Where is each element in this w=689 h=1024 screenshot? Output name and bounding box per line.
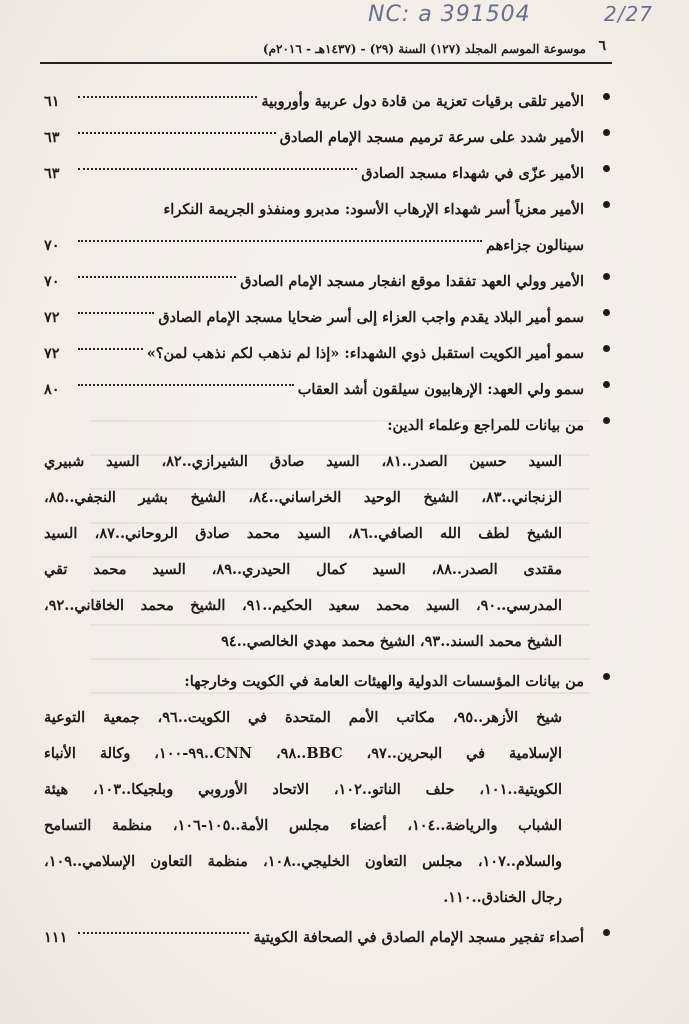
toc-entry-title: الأمير معزياً أسر شهداء الإرهاب الأسود: مدبرو ومنفذو الجريمة النكراء bbox=[163, 201, 584, 218]
toc-entry bbox=[44, 120, 612, 156]
toc-entry-title: الأمير تلقى برقيات تعزية من قادة دول عربية وأوروبية bbox=[261, 93, 584, 110]
toc-line bbox=[44, 120, 584, 156]
toc-entry-page: ٦١ bbox=[44, 93, 60, 110]
toc-entry-page: ٧٠ bbox=[44, 237, 60, 254]
toc-entry-title: الأمير وولي العهد تفقدا موقع انفجار مسجد الإمام الصادق bbox=[240, 273, 584, 290]
toc-line bbox=[44, 372, 584, 408]
toc-entry-title: الأمير عزّى في شهداء مسجد الصادق bbox=[361, 165, 584, 182]
dot-leader bbox=[78, 132, 276, 134]
bullet-icon bbox=[603, 93, 610, 100]
statement-line: الزنجاني..٨٣، الشيخ الوحيد الخراساني..٨٤، الشيخ بشير النجفي..٨٥، bbox=[44, 489, 562, 506]
bullet-icon bbox=[603, 273, 610, 280]
toc-line bbox=[44, 300, 584, 336]
toc-entry-title: سمو ولي العهد: الإرهابيون سيلقون أشد العقاب bbox=[297, 381, 584, 398]
statement-line: السيد حسين الصدر..٨١، السيد صادق الشيرازي..٨٢، السيد شبيري bbox=[44, 453, 562, 470]
toc-entry-title: سمو أمير البلاد يقدم واجب العزاء إلى أسر ضحايا مسجد الإمام الصادق bbox=[158, 309, 584, 326]
bullet-icon bbox=[603, 309, 610, 316]
toc-entry bbox=[44, 336, 612, 372]
toc-entry-title: سمو أمير الكويت استقبل ذوي الشهداء: «إذا لم نذهب لكم نذهب لمن؟» bbox=[146, 345, 584, 362]
toc-entry-title: الأمير شدد على سرعة ترميم مسجد الإمام الصادق bbox=[279, 129, 584, 146]
page-number: ٦ bbox=[598, 38, 606, 54]
dot-leader bbox=[78, 384, 294, 386]
bullet-icon bbox=[603, 201, 610, 208]
toc-entry bbox=[44, 264, 612, 300]
statement-line: رجال الخنادق..١١٠. bbox=[443, 889, 562, 906]
bullet-icon bbox=[603, 165, 610, 172]
dot-leader bbox=[78, 276, 236, 278]
dot-leader bbox=[78, 312, 154, 314]
dot-leader bbox=[78, 96, 257, 98]
handwritten-corner-note: 2/27 bbox=[604, 2, 653, 26]
toc-entries bbox=[44, 84, 612, 408]
toc-entry-title: أصداء تفجير مسجد الإمام الصادق في الصحافة الكويتية bbox=[253, 929, 584, 946]
toc-line bbox=[44, 156, 584, 192]
dot-leader bbox=[78, 932, 249, 934]
toc-entry-page: ١١١ bbox=[44, 929, 68, 946]
toc-entry bbox=[44, 372, 612, 408]
section-heading: من بيانات للمراجع وعلماء الدين: bbox=[387, 417, 584, 434]
bullet-icon bbox=[603, 929, 610, 936]
toc-entry-page: ٦٣ bbox=[44, 129, 60, 146]
toc-line bbox=[44, 264, 584, 300]
toc-entry bbox=[44, 156, 612, 192]
toc-entry-page: ٧٢ bbox=[44, 309, 60, 326]
statement-line: الشيخ محمد السند..٩٣، الشيخ محمد مهدي الخالصي..٩٤ bbox=[221, 633, 562, 650]
dot-leader bbox=[78, 348, 143, 350]
statement-line: مقتدى الصدر..٨٨، السيد كمال الحيدري..٨٩، السيد محمد تقي bbox=[44, 561, 562, 578]
toc-entry-title: سينالون جزاءهم bbox=[485, 237, 584, 254]
section-heading: من بيانات المؤسسات الدولية والهيئات العامة في الكويت وخارجها: bbox=[184, 673, 584, 690]
toc-entry bbox=[44, 84, 612, 120]
dot-leader bbox=[78, 168, 357, 170]
toc-section-clergy bbox=[44, 408, 612, 444]
statement-line: المدرسي..٩٠، السيد محمد سعيد الحكيم..٩١، الشيخ محمد الخاقاني..٩٢، bbox=[44, 597, 562, 614]
toc-entry bbox=[44, 300, 612, 336]
dot-leader bbox=[78, 240, 482, 242]
toc-entry-page: ٦٣ bbox=[44, 165, 60, 182]
statement-line: الإسلامية في البحرين..٩٧، BBC..٩٨، CNN..٩٩-١٠٠، وكالة الأنباء bbox=[44, 745, 562, 762]
toc-entry-page: ٨٠ bbox=[44, 381, 60, 398]
statement-line: الشيخ لطف الله الصافي..٨٦، السيد محمد صادق الروحاني..٨٧، السيد bbox=[44, 525, 562, 542]
header-rule bbox=[40, 62, 612, 64]
statement-line: الكويتية..١٠١، حلف الناتو..١٠٢، الاتحاد الأوروبي وبلجيكا..١٠٣، هيئة bbox=[44, 781, 562, 798]
bullet-icon bbox=[603, 381, 610, 388]
toc-entry bbox=[44, 192, 612, 264]
statement-line: والسلام..١٠٧، مجلس التعاون الخليجي..١٠٨، منظمة التعاون الإسلامي..١٠٩، bbox=[44, 853, 562, 870]
clergy-statements-list bbox=[44, 444, 612, 660]
toc-line bbox=[44, 228, 584, 264]
toc-entry-page: ٧٢ bbox=[44, 345, 60, 362]
toc-entry-final bbox=[44, 920, 612, 956]
statement-line: الشباب والرياضة..١٠٤، أعضاء مجلس الأمة..١٠٥-١٠٦، منظمة التسامح bbox=[44, 817, 562, 834]
bullet-icon bbox=[603, 417, 610, 424]
table-of-contents bbox=[44, 84, 612, 956]
toc-line bbox=[44, 192, 584, 228]
toc-line bbox=[44, 920, 584, 956]
bullet-icon bbox=[603, 673, 610, 680]
institution-statements-list bbox=[44, 700, 612, 916]
header-title: موسوعة الموسم المجلد (١٢٧) السنة (٢٩) - (١٤٣٧هـ - ٢٠١٦م) bbox=[262, 42, 586, 56]
bullet-icon bbox=[603, 345, 610, 352]
toc-section-institutions bbox=[44, 664, 612, 700]
handwritten-catalog-code: NC: a 391504 bbox=[368, 2, 531, 27]
toc-line bbox=[44, 84, 584, 120]
running-header bbox=[40, 38, 612, 62]
toc-entry-page: ٧٠ bbox=[44, 273, 60, 290]
toc-line bbox=[44, 336, 584, 372]
bullet-icon bbox=[603, 129, 610, 136]
statement-line: شيخ الأزهر..٩٥، مكاتب الأمم المتحدة في الكويت..٩٦، جمعية التوعية bbox=[44, 709, 562, 726]
